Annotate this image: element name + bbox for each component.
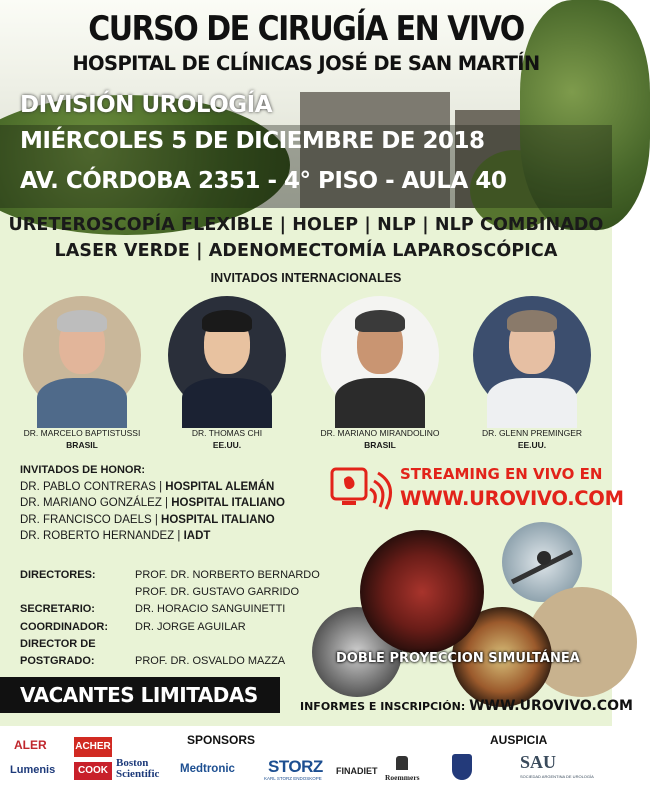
streaming-text: STREAMING EN VIVO EN — [400, 465, 603, 483]
speaker-name: DR. GLENN PREMINGER — [481, 428, 583, 438]
honor-guests-heading: INVITADOS DE HONOR: — [20, 464, 146, 476]
speaker-country: BRASIL — [66, 440, 98, 450]
speaker-card — [462, 296, 602, 450]
info-label: INFORMES E INSCRIPCIÓN: — [300, 700, 466, 713]
speaker-country: EE.UU. — [517, 440, 547, 450]
staff-row: SECRETARIO: DR. HORACIO SANGUINETTI — [20, 603, 286, 616]
topics-line-2: LASER VERDE | ADENOMECTOMÍA LAPAROSCÓPICA — [54, 241, 558, 261]
info-registration — [300, 698, 633, 714]
limited-spots-banner: VACANTES LIMITADAS — [0, 677, 280, 713]
sau-logo: SAU — [520, 752, 557, 772]
lumenis-logo: Lumenis — [10, 764, 56, 776]
staff-list — [20, 567, 320, 670]
speaker-card — [157, 296, 297, 450]
storz-logo: STORZ — [268, 757, 323, 776]
boston-scientific-logo: Boston Scientific — [116, 757, 160, 780]
streaming-banner — [330, 463, 624, 520]
medtronic-logo: Medtronic — [180, 763, 235, 775]
speaker-photo — [23, 296, 141, 414]
sponsors-heading: SPONSORS — [187, 733, 256, 747]
topics-list — [0, 212, 612, 264]
staff-row: DIRECTORES: PROF. DR. NORBERTO BERNARDO — [20, 569, 320, 581]
course-title: CURSO DE CIRUGÍA EN VIVO — [88, 9, 524, 50]
division-name: DIVISIÓN UROLOGÍA — [20, 92, 273, 118]
honor-guest-row: DR. ROBERTO HERNANDEZ | IADT — [20, 530, 211, 542]
speaker-name: DR. MARCELO BAPTISTUSSI — [23, 428, 141, 438]
event-date: MIÉRCOLES 5 DE DICIEMBRE DE 2018 — [20, 128, 485, 154]
speaker-name: DR. MARIANO MIRANDOLINO — [320, 428, 440, 438]
hospital-name: HOSPITAL DE CLÍNICAS JOSÉ DE SAN MARTÍN — [72, 52, 540, 75]
info-url-link[interactable]: WWW.UROVIVO.COM — [469, 698, 633, 714]
roemmers-logo: Roemmers — [385, 773, 420, 782]
event-address: AV. CÓRDOBA 2351 - 4° PISO - AULA 40 — [20, 168, 507, 194]
header-photo — [0, 0, 612, 208]
double-projection-label: DOBLE PROYECCION SIMULTÁNEA — [336, 651, 580, 666]
staff-row: COORDINADOR: DR. JORGE AGUILAR — [20, 620, 246, 633]
aler-logo: ALER — [14, 738, 47, 752]
speaker-photo — [321, 296, 439, 414]
sau-caption: SOCIEDAD ARGENTINA DE UROLOGÍA — [520, 774, 594, 779]
speaker-photo — [473, 296, 591, 414]
speaker-name: DR. THOMAS CHI — [191, 428, 263, 438]
staff-row: PROF. DR. GUSTAVO GARRIDO — [135, 586, 299, 599]
staff-row: POSTGRADO: PROF. DR. OSVALDO MAZZA — [20, 655, 286, 668]
honor-guests — [20, 462, 285, 545]
speaker-card — [12, 296, 152, 450]
honor-guest-row: DR. MARIANO GONZÁLEZ | HOSPITAL ITALIANO — [20, 497, 285, 509]
cook-logo: COOK — [74, 762, 112, 780]
honor-guest-row: DR. FRANCISCO DAELS | HOSPITAL ITALIANO — [20, 513, 275, 526]
honor-guest-row: DR. PABLO CONTRERAS | HOSPITAL ALEMÁN — [20, 480, 275, 493]
speaker-card — [310, 296, 450, 450]
sau-shield-icon — [452, 754, 472, 780]
roemmers-icon — [396, 756, 408, 770]
karl-storz-caption: KARL STORZ ENDOSKOPE — [264, 776, 322, 781]
speaker-country: EE.UU. — [212, 440, 242, 450]
international-guests-heading: INVITADOS INTERNACIONALES — [210, 271, 402, 285]
speaker-country: BRASIL — [364, 440, 396, 450]
finadiet-logo: FINADIET — [336, 766, 378, 776]
auspicia-heading: AUSPICIA — [490, 733, 548, 747]
acher-logo: ACHER — [74, 737, 112, 757]
topics-line-1: URETEROSCOPÍA FLEXIBLE | HOLEP | NLP | NLP COMBINADO — [8, 215, 604, 235]
streaming-url-link[interactable]: WWW.UROVIVO.COM — [400, 487, 624, 510]
speaker-photo — [168, 296, 286, 414]
streaming-icon — [330, 465, 390, 515]
staff-row: DIRECTOR DE — [20, 637, 96, 650]
